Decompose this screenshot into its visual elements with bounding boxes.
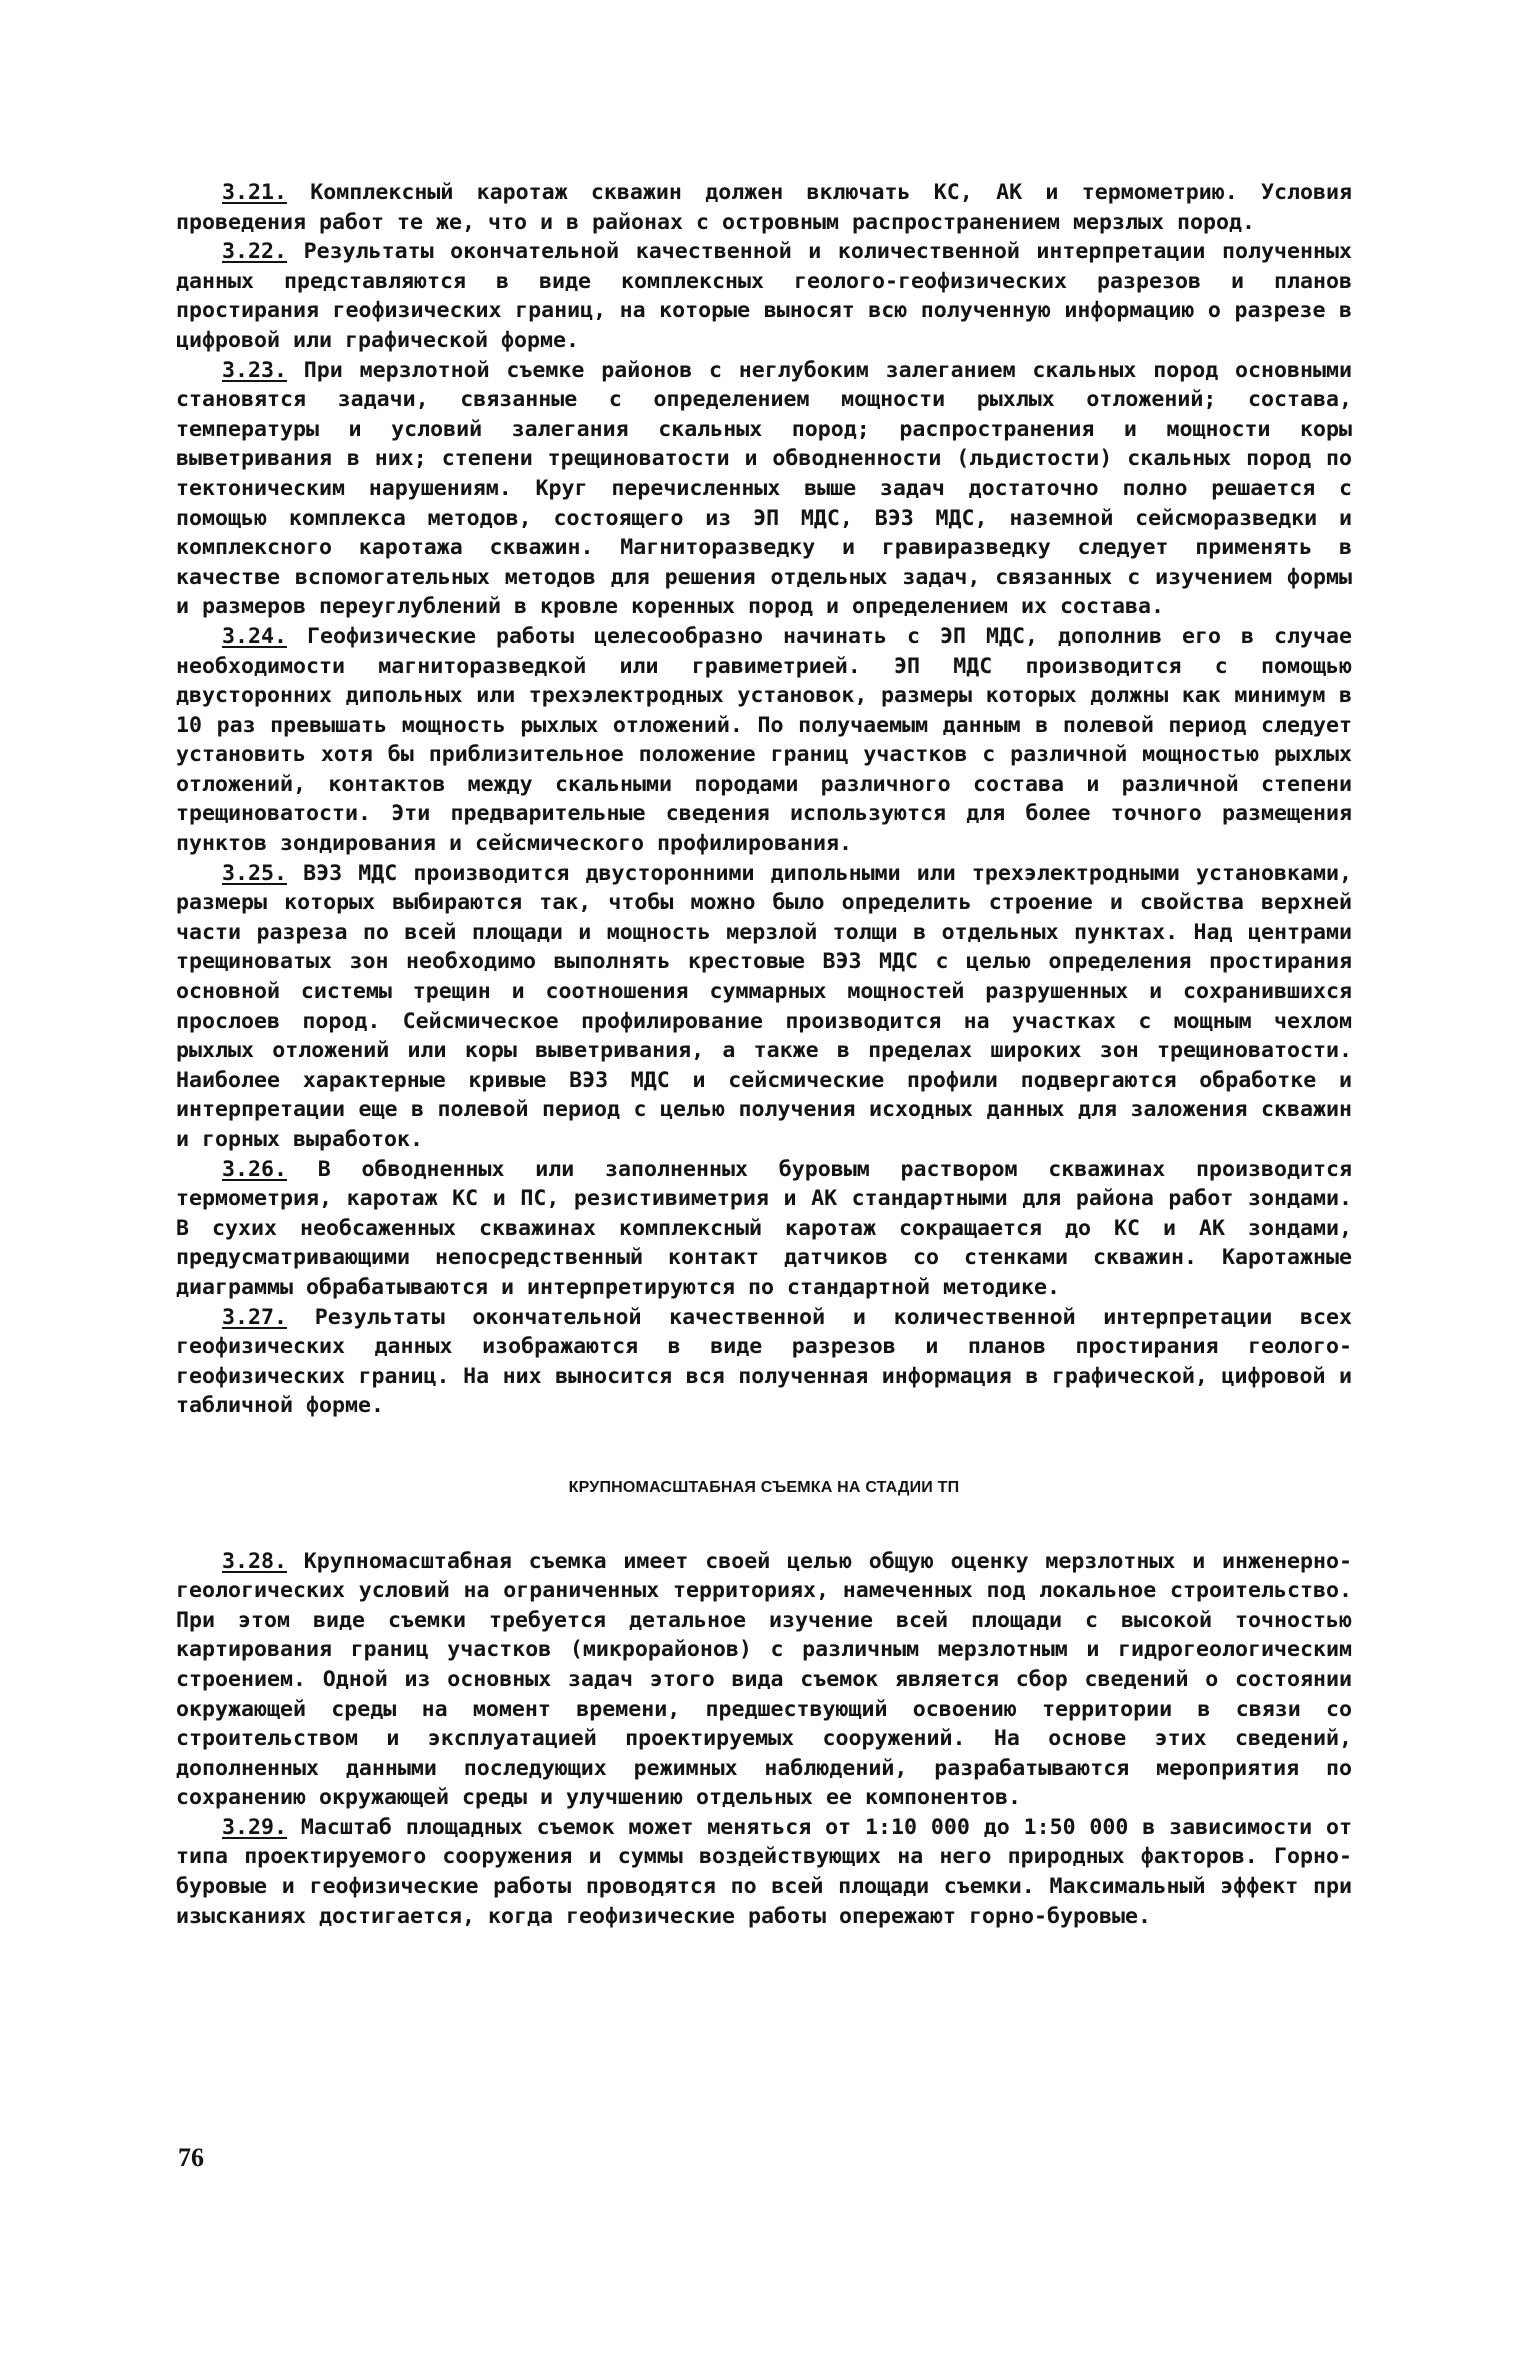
paragraph-number: 3.28. [222,1548,288,1574]
paragraph-number: 3.27. [222,1304,288,1330]
paragraph-3-27 [176,1303,1352,1421]
paragraph-3-24 [176,622,1352,859]
paragraph-number: 3.25. [222,860,288,886]
paragraph-number: 3.24. [222,623,288,649]
paragraph-3-23 [176,356,1352,622]
paragraph-number: 3.22. [222,239,288,265]
paragraph-3-22 [176,237,1352,355]
paragraph-text: Масштаб площадных съемок может меняться от 1:10 000 до 1:50 000 в зависимости от типа проектируемого сооружения и суммы воздействующих на него природных факторов. Горно-буровые и геофизические работы проводятся по всей площади съемки. Максимальный эффект при изысканиях достигается, когда геофизические работы опережают горно-буровые. [176,1814,1352,1929]
paragraph-3-28 [176,1547,1352,1813]
page-number: 76 [178,2143,204,2172]
document-page [176,178,1352,1931]
paragraph-number: 3.21. [222,180,288,205]
paragraph-3-21 [176,178,1352,237]
paragraph-number: 3.23. [222,357,288,383]
paragraph-number: 3.29. [222,1814,288,1840]
paragraph-text: Результаты окончательной качественной и количественной интерпретации полученных данных представляются в виде комплексных геолого-геофизических разрезов и планов простирания геофизических границ, на которые выносят всю полученную информацию о разрезе в цифровой или графической форме. [176,239,1352,353]
paragraph-3-29 [176,1813,1352,1931]
paragraph-text: В обводненных или заполненных буровым раствором скважинах производится термометрия, каротаж КС и ПС, резистивиметрия и АК стандартными для района работ зондами. В сухих необсаженных скважинах комплексный каротаж сокращается до КС и АК зондами, предусматривающими непосредственный контакт датчиков со стенками скважин. Каротажные диаграммы обрабатываются и интерпретируются по стандартной методике. [176,1156,1352,1300]
paragraph-number: 3.26. [222,1156,288,1182]
paragraph-3-26 [176,1155,1352,1303]
paragraph-text: Комплексный каротаж скважин должен включать КС, АК и термометрию. Условия проведения работ те же, что и в районах с островным распространением мерзлых пород. [176,180,1352,235]
paragraph-text: Результаты окончательной качественной и количественной интерпретации всех геофизических данных изображаются в виде разрезов и планов простирания геолого-геофизических границ. На них выносится вся полученная информация в графической, цифровой и табличной форме. [176,1304,1352,1419]
paragraph-3-25 [176,859,1352,1155]
paragraph-text: При мерзлотной съемке районов с неглубоким залеганием скальных пород основными становятся задачи, связанные с определением мощности рыхлых отложений; состава, температуры и условий залегания скальных пород; распространения и мощности коры выветривания в них; степени трещиноватости и обводненности (льдистости) скальных пород по тектоническим нарушениям. Круг перечисленных выше задач достаточно полно решается с помощью комплекса методов, состоящего из ЭП МДС, ВЭЗ МДС, наземной сейсморазведки и комплексного каротажа скважин. Магниторазведку и гравиразведку следует применять в качестве вспомогательных методов для решения отдельных задач, связанных с изучением формы и размеров переуглублений в кровле коренных пород и определением их состава. [176,357,1352,620]
paragraph-text: Геофизические работы целесообразно начинать с ЭП МДС, дополнив его в случае необходимости магниторазведкой или гравиметрией. ЭП МДС производится с помощью двусторонних дипольных или трехэлектродных установок, размеры которых должны как минимум в 10 раз превышать мощность рыхлых отложений. По получаемым данным в полевой период следует установить хотя бы приблизительное положение границ участков с различной мощностью рыхлых отложений, контактов между скальными породами различного состава и различной степени трещиноватости. Эти предварительные сведения используются для более точного размещения пунктов зондирования и сейсмического профилирования. [176,623,1352,857]
paragraph-text: Крупномасштабная съемка имеет своей целью общую оценку мерзлотных и инженерно-геологических условий на ограниченных территориях, намеченных под локальное строительство. При этом виде съемки требуется детальное изучение всей площади с высокой точностью картирования границ участков (микрорайонов) с различным мерзлотным и гидрогеологическим строением. Одной из основных задач этого вида съемок является сбор сведений о состоянии окружающей среды на момент времени, предшествующий освоению территории в связи со строительством и эксплуатацией проектируемых сооружений. На основе этих сведений, дополненных данными последующих режимных наблюдений, разрабатываются мероприятия по сохранению окружающей среды и улучшению отдельных ее компонентов. [176,1548,1352,1811]
section-heading: КРУПНОМАСШТАБНАЯ СЪЕМКА НА СТАДИИ ТП [568,1478,960,1496]
paragraph-text: ВЭЗ МДС производится двусторонними дипольными или трехэлектродными установками, размеры которых выбираются так, чтобы можно было определить строение и свойства верхней части разреза по всей площади и мощность мерзлой толщи в отдельных пунктах. Над центрами трещиноватых зон необходимо выполнять крестовые ВЭЗ МДС с целью определения простирания основной системы трещин и соотношения суммарных мощностей разрушенных и сохранившихся прослоев пород. Сейсмическое профилирование производится на участках с мощным чехлом рыхлых отложений или коры выветривания, а также в пределах широких зон трещиноватости. Наиболее характерные кривые ВЭЗ МДС и сейсмические профили подвергаются обработке и интерпретации еще в полевой период с целью получения исходных данных для заложения скважин и горных выработок. [176,860,1352,1152]
